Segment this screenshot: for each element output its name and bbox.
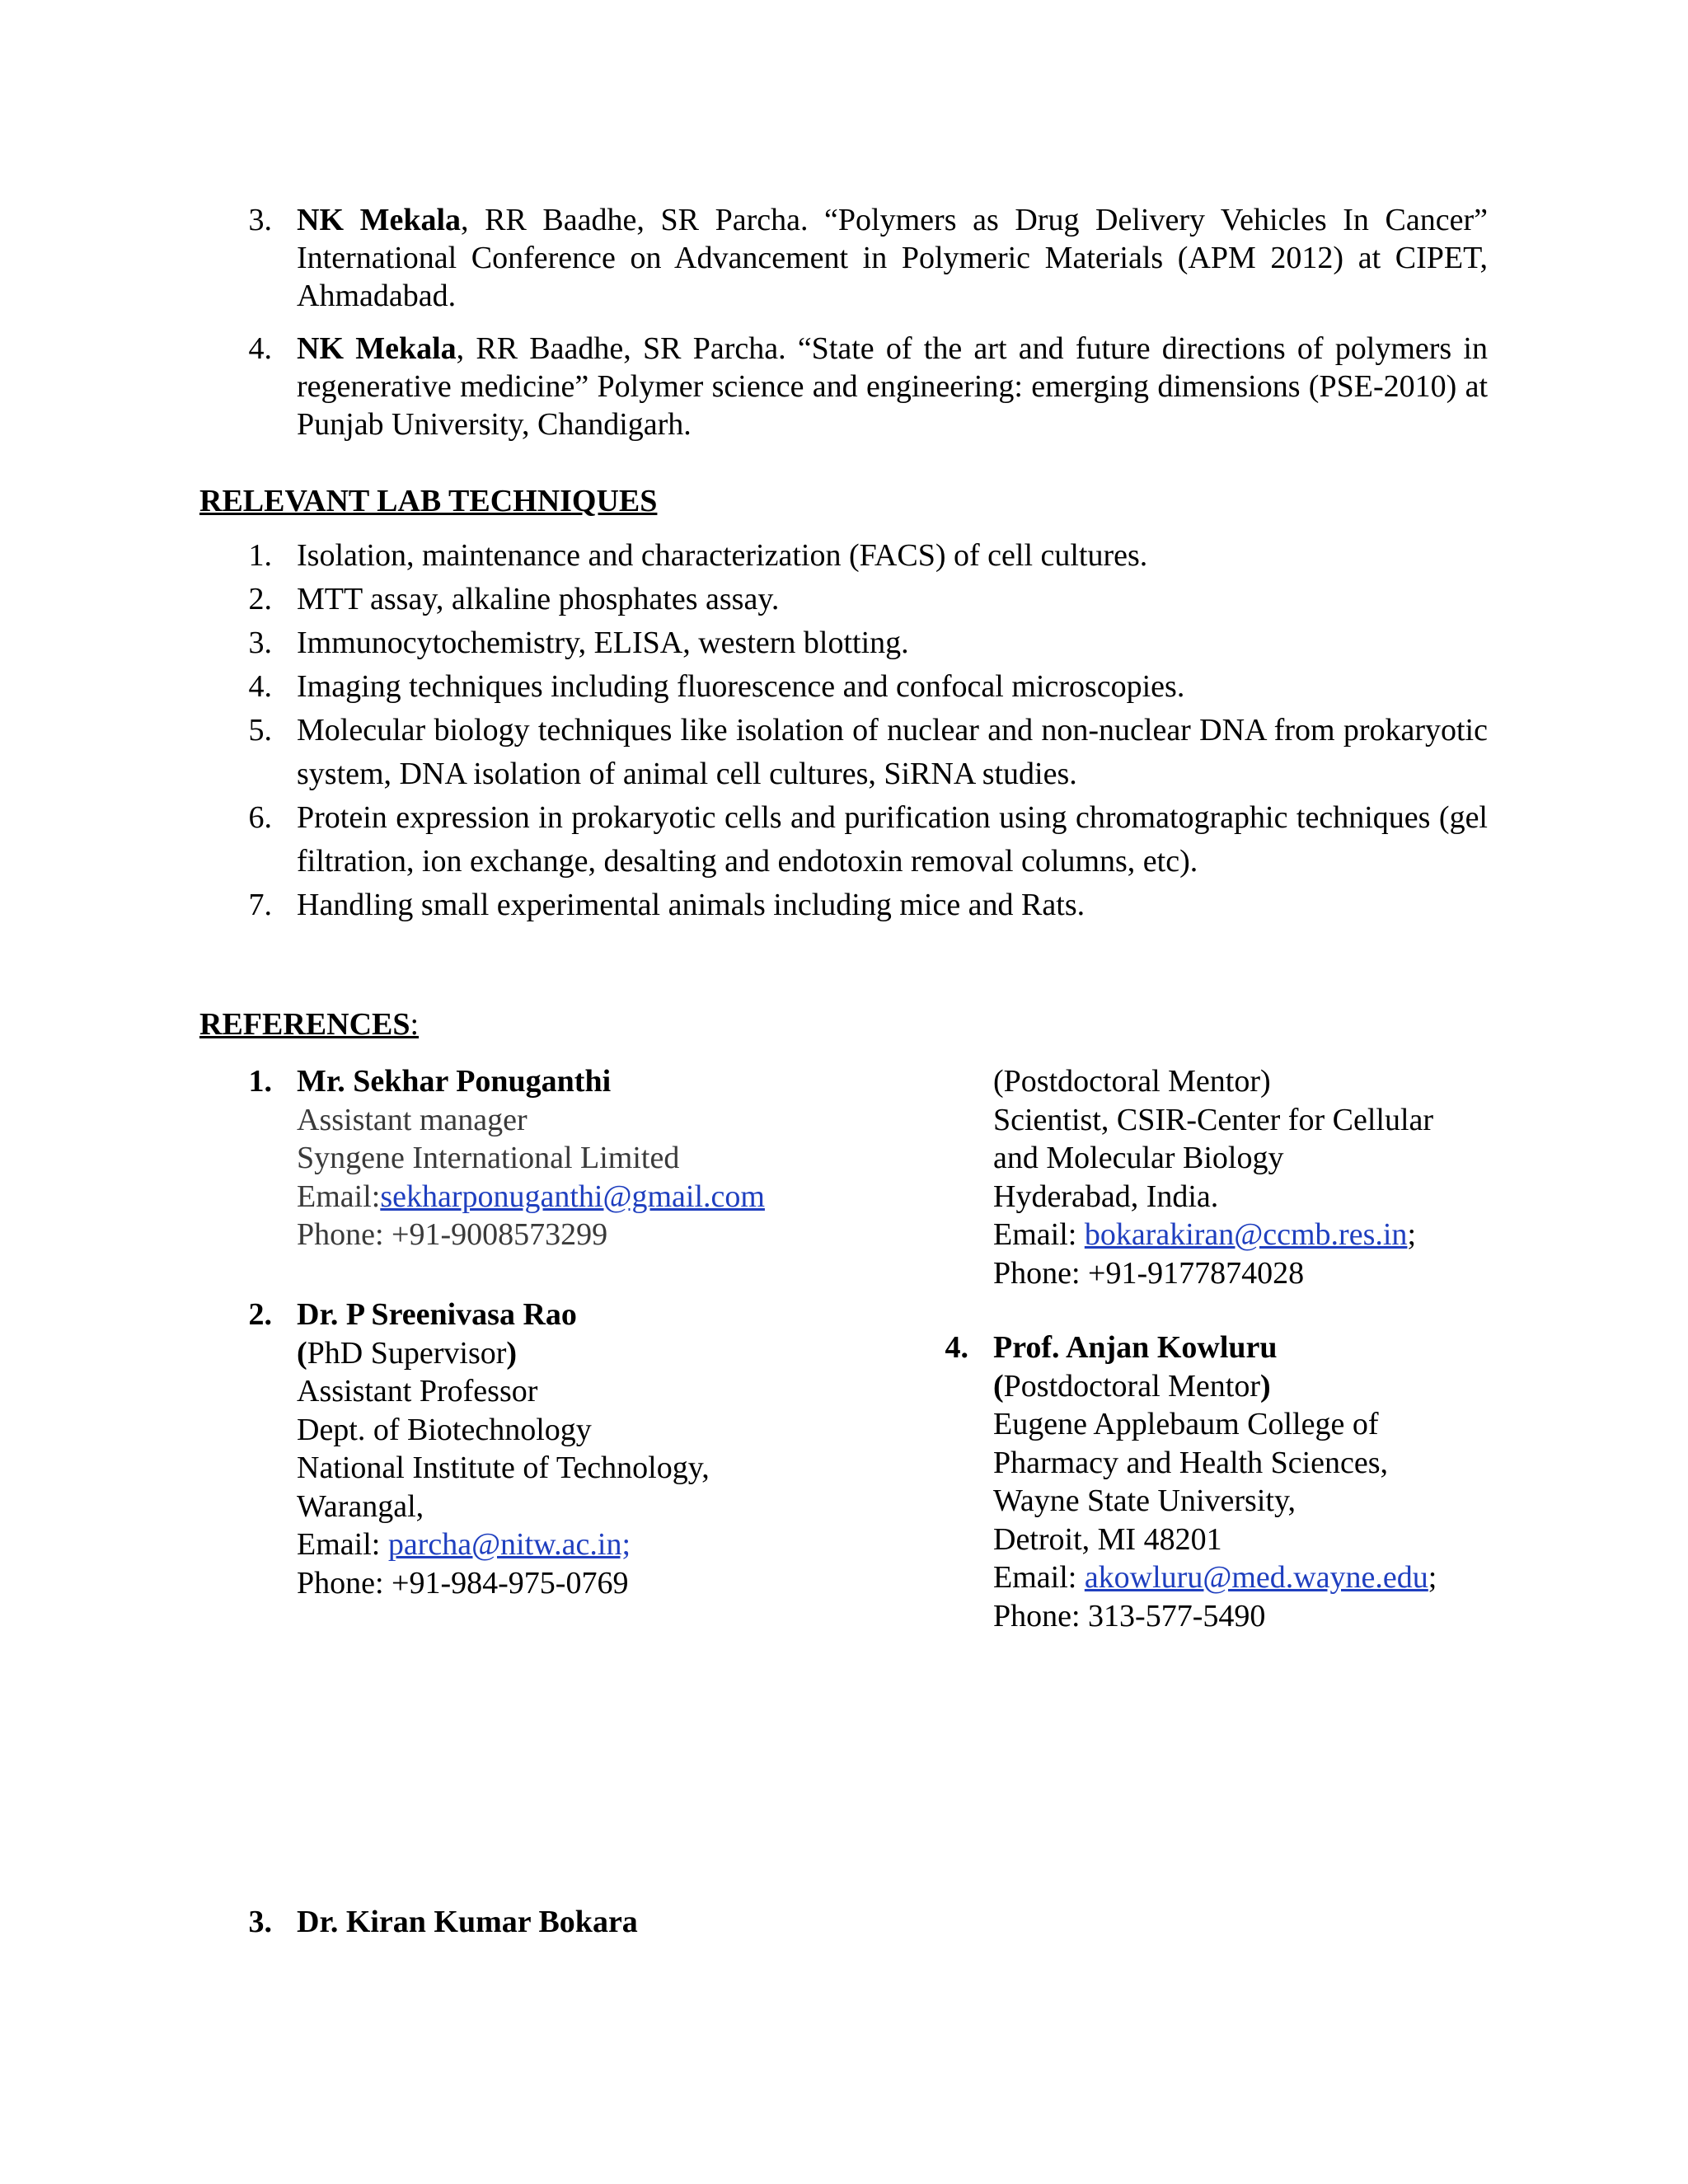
reference-email-line	[993, 1216, 1433, 1254]
list-item-text: MTT assay, alkaline phosphates assay.	[297, 582, 780, 616]
paren-close: )	[1260, 1368, 1271, 1404]
reference-university: Wayne State University,	[993, 1483, 1296, 1518]
list-number: 1.	[248, 538, 272, 573]
email-link[interactable]: sekharponuganthi@gmail.com	[380, 1179, 765, 1214]
email-label: Email:	[993, 1560, 1085, 1595]
reference-title: Assistant manager	[297, 1102, 528, 1137]
reference-name: Dr. P Sreenivasa Rao	[297, 1297, 577, 1332]
reference-location: Hyderabad, India.	[993, 1179, 1219, 1214]
role-text: Postdoctoral Mentor	[1003, 1368, 1261, 1404]
reference-role	[297, 1334, 710, 1373]
reference-city: Warangal,	[297, 1488, 424, 1524]
list-number: 3.	[248, 203, 272, 237]
list-number: 2.	[248, 1297, 272, 1332]
paren-open: (	[297, 1335, 307, 1371]
list-number: 4.	[248, 331, 272, 366]
list-number: 3.	[248, 626, 272, 660]
list-item-text: Immunocytochemistry, ELISA, western blotting.	[297, 626, 909, 660]
email-label: Email:	[297, 1527, 388, 1562]
list-item-text: Handling small experimental animals including mice and Rats.	[297, 888, 1085, 922]
reference-name: Mr. Sekhar Ponuganthi	[297, 1064, 612, 1099]
list-item	[198, 665, 1488, 709]
reference-institute: National Institute of Technology,	[297, 1451, 710, 1485]
reference-position: Scientist, CSIR-Center for Cellular	[993, 1102, 1434, 1137]
email-label: Email:	[297, 1179, 381, 1214]
section-heading-references	[199, 1005, 419, 1043]
list-item-text: Isolation, maintenance and characterization (FACS) of cell cultures.	[297, 538, 1148, 573]
email-label: Email:	[993, 1217, 1085, 1252]
reference-item	[894, 1329, 1437, 1635]
list-item	[198, 578, 1488, 621]
list-number: 7.	[248, 888, 272, 922]
reference-address: Detroit, MI 48201	[993, 1521, 1222, 1557]
list-number: 4.	[248, 669, 272, 704]
reference-item	[198, 1062, 765, 1254]
list-number: 2.	[248, 582, 272, 616]
list-item	[198, 883, 1488, 927]
list-item	[198, 621, 1488, 665]
reference-role: (Postdoctoral Mentor)	[993, 1064, 1271, 1099]
author-name: NK Mekala	[297, 203, 462, 237]
author-name: NK Mekala	[297, 331, 457, 366]
reference-item-continued	[894, 1062, 1433, 1292]
section-heading-lab-techniques: RELEVANT LAB TECHNIQUES	[199, 484, 658, 518]
reference-phone: Phone: 313-577-5490	[993, 1598, 1266, 1633]
list-item-text: Protein expression in prokaryotic cells and purification using chromatographic techniques (gel filtration, ion exchange, desalting and endotoxin removal columns, etc).	[297, 800, 1488, 879]
paren-open: (	[993, 1368, 1004, 1404]
paren-close: )	[506, 1335, 518, 1371]
reference-name: Dr. Kiran Kumar Bokara	[297, 1905, 638, 1939]
reference-role	[993, 1367, 1437, 1406]
references-heading-colon: :	[410, 1007, 420, 1042]
reference-email-line	[993, 1558, 1437, 1597]
reference-phone: Phone: +91-9177874028	[993, 1255, 1305, 1291]
list-number: 6.	[248, 800, 272, 835]
reference-department: Dept. of Biotechnology	[297, 1412, 592, 1447]
publication-item	[198, 330, 1488, 443]
email-link[interactable]: parcha@nitw.ac.in;	[387, 1527, 631, 1562]
email-link[interactable]: bokarakiran@ccmb.res.in	[1084, 1217, 1408, 1252]
reference-item	[198, 1903, 638, 1942]
email-link[interactable]: akowluru@med.wayne.edu	[1084, 1560, 1428, 1595]
list-number: 5.	[248, 713, 272, 748]
role-text: PhD Supervisor	[307, 1335, 507, 1371]
reference-phone: Phone: +91-984-975-0769	[297, 1565, 629, 1601]
publication-item	[198, 201, 1488, 315]
references-heading-text: REFERENCES	[199, 1007, 410, 1042]
publication-citation: , RR Baadhe, SR Parcha. “Polymers as Drug Delivery Vehicles In Cancer” International Conference on Advancement in Polymeric Materials (APM 2012) at CIPET, Ahmadabad.	[297, 203, 1488, 313]
publication-citation: , RR Baadhe, SR Parcha. “State of the art and future directions of polymers in regenerative medicine” Polymer science and engineering: emerging dimensions (PSE-2010) at Punjab University, Chandigarh.	[297, 331, 1488, 442]
list-item-text: Molecular biology techniques like isolation of nuclear and non-nuclear DNA from prokaryotic system, DNA isolation of animal cell cultures, SiRNA studies.	[297, 713, 1488, 791]
list-number: 3.	[248, 1905, 272, 1939]
reference-title: Assistant Professor	[297, 1374, 538, 1408]
reference-organization: and Molecular Biology	[993, 1141, 1284, 1175]
list-item	[198, 709, 1488, 796]
reference-name: Prof. Anjan Kowluru	[993, 1330, 1278, 1365]
reference-college-cont: Pharmacy and Health Sciences,	[993, 1445, 1389, 1480]
reference-phone: Phone: +91-9008573299	[297, 1217, 608, 1252]
list-item	[198, 534, 1488, 578]
email-suffix: ;	[1428, 1560, 1437, 1595]
reference-email-line	[297, 1178, 765, 1216]
reference-item	[198, 1296, 710, 1602]
reference-email-line	[297, 1526, 710, 1564]
list-item	[198, 796, 1488, 883]
list-number: 1.	[248, 1064, 272, 1099]
reference-college: Eugene Applebaum College of	[993, 1407, 1379, 1441]
reference-organization: Syngene International Limited	[297, 1141, 680, 1175]
publication-text	[297, 330, 1488, 443]
email-suffix: ;	[1407, 1217, 1416, 1252]
list-item-text: Imaging techniques including fluorescence and confocal microscopies.	[297, 669, 1185, 704]
publication-text	[297, 201, 1488, 315]
list-number: 4.	[945, 1330, 968, 1365]
